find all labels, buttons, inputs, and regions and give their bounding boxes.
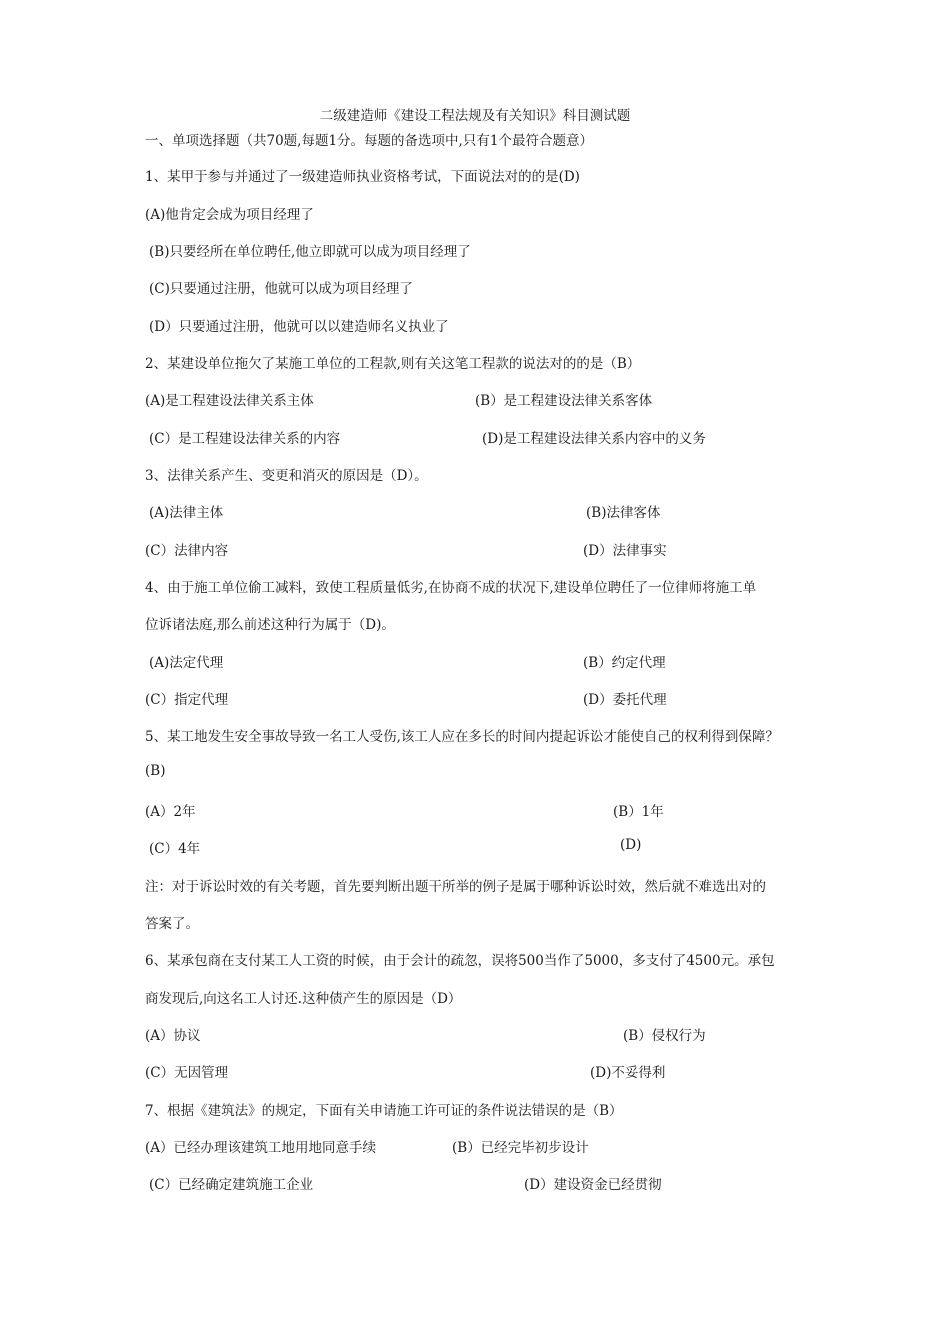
section-header: 一、单项选择题（共70题,每题1分。每题的备选项中,只有1个最符合题意） (145, 133, 593, 149)
question-6-stem-line2: 商发现后,向这名工人讨还.这种债产生的原因是（D） (145, 991, 462, 1007)
question-3-option-c: (C）法律内容 (145, 543, 229, 559)
question-5-option-c: (C）4年 (149, 841, 201, 857)
question-4-option-a: (A)法定代理 (149, 655, 224, 671)
question-3-stem: 3、法律关系产生、变更和消灭的原因是（D）。 (145, 468, 428, 484)
question-1-option-c: (C)只要通过注册，他就可以成为项目经理了 (149, 281, 413, 297)
question-7-option-a: (A）已经办理该建筑工地用地同意手续 (145, 1140, 377, 1156)
question-4-option-c: (C）指定代理 (145, 692, 229, 708)
question-4-option-d: (D）委托代理 (583, 692, 667, 708)
question-5-stem-line1: 5、某工地发生安全事故导致一名工人受伤,该工人应在多长的时间内提起诉讼才能使自己的权利得到保障？ (145, 729, 779, 745)
question-2-option-c: (C）是工程建设法律关系的内容 (149, 431, 341, 447)
question-3-option-a: (A)法律主体 (149, 505, 224, 521)
question-6-option-d: (D)不妥得利 (590, 1065, 666, 1081)
question-2-option-a: (A)是工程建设法律关系主体 (145, 393, 314, 409)
question-5-stem-line2: (B) (145, 763, 166, 779)
question-3-option-b: (B)法律客体 (586, 505, 661, 521)
question-1-option-b: (B)只要经所在单位聘任,他立即就可以成为项目经理了 (149, 244, 471, 260)
question-4-option-b: (B）约定代理 (583, 655, 666, 671)
question-6-option-b: (B）侵权行为 (623, 1028, 706, 1044)
question-1-option-d: (D）只要通过注册，他就可以以建造师名义执业了 (149, 319, 449, 335)
question-6-option-a: (A）协议 (145, 1028, 201, 1044)
question-6-stem-line1: 6、某承包商在支付某工人工资的时候，由于会计的疏忽，误将500当作了5000，多支付了4500元。承包 (145, 953, 775, 969)
question-5-option-b: (B）1年 (613, 804, 664, 820)
question-2-stem: 2、某建设单位拖欠了某施工单位的工程款,则有关这笔工程款的说法对的的是（B） (145, 356, 641, 372)
question-1-option-a: (A)他肯定会成为项目经理了 (145, 207, 314, 223)
question-5-note-line2: 答案了。 (145, 916, 199, 932)
question-1-stem: 1、某甲于参与并通过了一级建造师执业资格考试，下面说法对的的是(D) (145, 169, 580, 185)
question-7-option-b: (B）已经完毕初步设计 (452, 1140, 589, 1156)
question-5-option-d: (D) (620, 837, 642, 853)
question-7-option-d: (D）建设资金已经贯彻 (524, 1177, 662, 1193)
question-2-option-b: (B）是工程建设法律关系客体 (475, 393, 653, 409)
question-7-option-c: (C）已经确定建筑施工企业 (149, 1177, 314, 1193)
question-3-option-d: (D）法律事实 (583, 543, 667, 559)
question-5-option-a: (A）2年 (145, 804, 196, 820)
question-7-stem: 7、根据《建筑法》的规定，下面有关申请施工许可证的条件说法错误的是（B） (145, 1103, 623, 1119)
question-4-stem-line2: 位诉诸法庭,那么前述这种行为属于（D)。 (145, 617, 395, 633)
question-5-note-line1: 注：对于诉讼时效的有关考题，首先要判断出题干所举的例子是属于哪种诉讼时效，然后就不难选出对的 (145, 879, 766, 895)
question-6-option-c: (C）无因管理 (145, 1065, 229, 1081)
question-2-option-d: (D)是工程建设法律关系内容中的义务 (482, 431, 706, 447)
question-4-stem-line1: 4、由于施工单位偷工减料，致使工程质量低劣,在协商不成的状况下,建设单位聘任了一位律师将施工单 (145, 580, 757, 596)
page-title: 二级建造师《建设工程法规及有关知识》科目测试题 (319, 108, 631, 124)
